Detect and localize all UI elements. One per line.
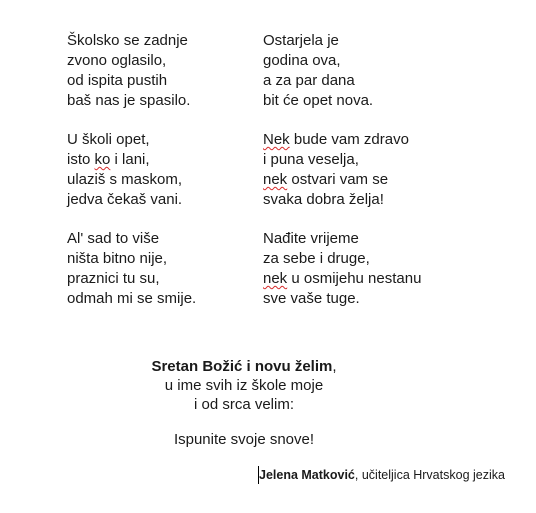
stanza-1 xyxy=(67,31,247,111)
greeting-bold-text: Sretan Božić i novu želim xyxy=(151,358,333,375)
poem-line: Al' sad to više xyxy=(67,230,160,247)
poem-line: baš nas je spasilo. xyxy=(67,92,191,109)
poem-line: ništa bitno nije, xyxy=(67,250,168,267)
signature-role: , učiteljica Hrvatskog jezika xyxy=(354,468,505,482)
stanza-4 xyxy=(263,31,493,111)
poem-line-with-spellcheck: Nek bude vam zdravo xyxy=(263,131,409,148)
poem-line: a za par dana xyxy=(263,72,355,89)
signature-name: Jelena Matković xyxy=(259,468,355,482)
greeting-line-3: i od srca velim: xyxy=(193,396,295,413)
poem-line: od ispita pustih xyxy=(67,72,168,89)
poem-left-column xyxy=(67,31,247,328)
stanza-5 xyxy=(263,130,493,210)
poem-line: odmah mi se smije. xyxy=(67,290,197,307)
stanza-2 xyxy=(67,130,247,210)
greeting-comma: , xyxy=(332,358,337,375)
poem-line-with-spellcheck: nek ostvari vam se xyxy=(263,171,389,188)
greeting-block xyxy=(130,357,358,414)
poem-line-with-spellcheck: isto ko i lani, xyxy=(67,151,150,168)
poem-line-with-spellcheck: nek u osmijehu nestanu xyxy=(263,270,422,287)
stanza-3 xyxy=(67,229,247,309)
poem-line: za sebe i druge, xyxy=(263,250,370,267)
poem-right-column xyxy=(263,31,493,328)
poem-line: Nađite vrijeme xyxy=(263,230,359,247)
poem-line: zvono oglasilo, xyxy=(67,52,167,69)
poem-line: svaka dobra želja! xyxy=(263,191,384,208)
poem-line: ulaziš s maskom, xyxy=(67,171,183,188)
poem-line: jedva čekaš vani. xyxy=(67,191,183,208)
greeting-line-2: u ime svih iz škole moje xyxy=(164,377,324,394)
poem-line: praznici tu su, xyxy=(67,270,160,287)
poem-line: sve vaše tuge. xyxy=(263,290,360,307)
signature xyxy=(259,468,505,482)
poem-line: bit će opet nova. xyxy=(263,92,374,109)
stanza-6 xyxy=(263,229,493,309)
poem-line: Školsko se zadnje xyxy=(67,32,188,49)
greeting-line-1 xyxy=(130,357,358,376)
poem-line: godina ova, xyxy=(263,52,341,69)
poem-line: i puna veselja, xyxy=(263,151,359,168)
greeting-wish: Ispunite svoje snove! xyxy=(173,431,315,448)
poem-line: U školi opet, xyxy=(67,131,150,148)
poem-line: Ostarjela je xyxy=(263,32,339,49)
